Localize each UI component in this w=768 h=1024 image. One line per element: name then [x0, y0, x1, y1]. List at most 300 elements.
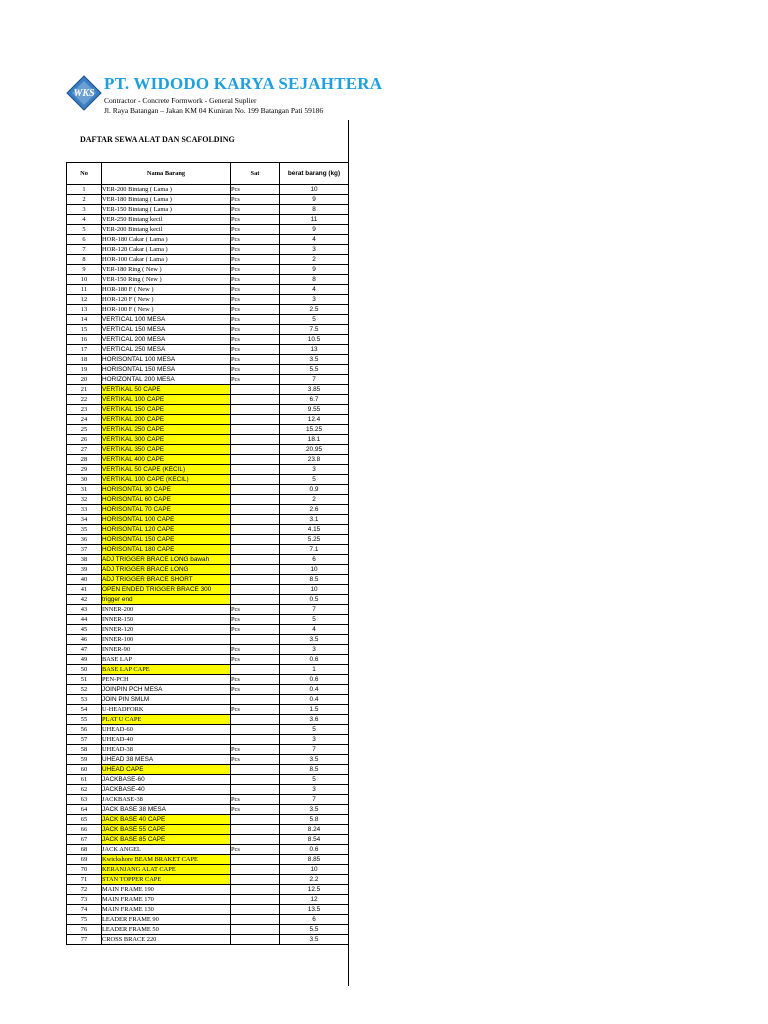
table-row [67, 805, 349, 815]
item-name: JACK BASE 85 CAPE [102, 835, 231, 845]
item-unit [231, 895, 280, 905]
table-row [67, 235, 349, 245]
item-weight: 12.5 [280, 885, 349, 895]
item-unit [231, 495, 280, 505]
item-name: HOR-100 Cakar ( Lama ) [102, 255, 231, 265]
row-number: 14 [67, 315, 102, 325]
row-number: 51 [67, 675, 102, 685]
table-row [67, 705, 349, 715]
item-name: UHEAD 38 MESA [102, 755, 231, 765]
item-unit: Pcs [231, 615, 280, 625]
item-weight: 10 [280, 185, 349, 195]
row-number: 59 [67, 755, 102, 765]
table-row [67, 225, 349, 235]
item-name: HOR-120 F ( New ) [102, 295, 231, 305]
item-weight: 10 [280, 565, 349, 575]
table-row [67, 485, 349, 495]
row-number: 75 [67, 915, 102, 925]
row-number: 19 [67, 365, 102, 375]
table-row [67, 495, 349, 505]
item-weight: 18.1 [280, 435, 349, 445]
table-row [67, 725, 349, 735]
item-name: MAIN FRAME 130 [102, 905, 231, 915]
item-unit: Pcs [231, 675, 280, 685]
item-unit [231, 525, 280, 535]
item-unit [231, 535, 280, 545]
table-row [67, 295, 349, 305]
item-weight: 8 [280, 205, 349, 215]
item-name: VERTICAL 200 MESA [102, 335, 231, 345]
item-name: MAIN FRAME 190 [102, 885, 231, 895]
row-number: 32 [67, 495, 102, 505]
item-unit: Pcs [231, 265, 280, 275]
item-unit: Pcs [231, 285, 280, 295]
item-name: INNER-200 [102, 605, 231, 615]
row-number: 3 [67, 205, 102, 215]
item-name: KERANJANG ALAT CAPE [102, 865, 231, 875]
item-name: MAIN FRAME 170 [102, 895, 231, 905]
item-unit [231, 565, 280, 575]
item-name: HORIZONTAL 200 MESA [102, 375, 231, 385]
item-unit [231, 695, 280, 705]
row-number: 71 [67, 875, 102, 885]
column-header-item-name: Nama Barang [102, 163, 231, 185]
company-tagline: Contractor - Concrete Formwork - General Suplier [104, 96, 257, 105]
item-unit: Pcs [231, 345, 280, 355]
row-number: 29 [67, 465, 102, 475]
item-name: STAN TOPPER CAPE [102, 875, 231, 885]
item-unit [231, 825, 280, 835]
table-row [67, 505, 349, 515]
table-row [67, 795, 349, 805]
table-row [67, 825, 349, 835]
item-unit [231, 545, 280, 555]
item-name: HOR-120 Cakar ( Lama ) [102, 245, 231, 255]
item-weight: 0.9 [280, 485, 349, 495]
item-name: INNER-150 [102, 615, 231, 625]
table-row [67, 735, 349, 745]
table-row [67, 925, 349, 935]
item-name: trigger end [102, 595, 231, 605]
item-unit [231, 385, 280, 395]
item-unit [231, 875, 280, 885]
item-weight: 9.55 [280, 405, 349, 415]
table-row [67, 525, 349, 535]
table-row [67, 785, 349, 795]
table-row [67, 915, 349, 925]
item-unit: Pcs [231, 295, 280, 305]
table-row [67, 245, 349, 255]
row-number: 50 [67, 665, 102, 675]
item-unit: Pcs [231, 375, 280, 385]
item-unit [231, 865, 280, 875]
item-weight: 6 [280, 555, 349, 565]
table-row [67, 775, 349, 785]
item-weight: 12 [280, 895, 349, 905]
item-name: UHEAD-38 [102, 745, 231, 755]
item-unit [231, 815, 280, 825]
table-row [67, 685, 349, 695]
row-number: 16 [67, 335, 102, 345]
item-unit [231, 445, 280, 455]
row-number: 68 [67, 845, 102, 855]
item-name: HORISONTAL 100 CAPE [102, 515, 231, 525]
item-weight: 13 [280, 345, 349, 355]
row-number: 10 [67, 275, 102, 285]
item-unit [231, 575, 280, 585]
item-unit: Pcs [231, 275, 280, 285]
item-unit: Pcs [231, 365, 280, 375]
item-unit: Pcs [231, 795, 280, 805]
item-name: VERTICAL 150 MESA [102, 325, 231, 335]
row-number: 38 [67, 555, 102, 565]
item-name: VERTIKAL 50 CAPE [102, 385, 231, 395]
item-name: VERTIKAL 100 CAPE [102, 395, 231, 405]
item-name: ADJ TRIGGER BRACE LONG bawah [102, 555, 231, 565]
table-row [67, 255, 349, 265]
item-weight: 7.1 [280, 545, 349, 555]
table-row [67, 625, 349, 635]
item-weight: 20.95 [280, 445, 349, 455]
item-weight: 3 [280, 785, 349, 795]
table-row [67, 395, 349, 405]
item-weight: 2.6 [280, 505, 349, 515]
item-unit: Pcs [231, 205, 280, 215]
row-number: 33 [67, 505, 102, 515]
item-weight: 3 [280, 735, 349, 745]
item-weight: 5 [280, 315, 349, 325]
item-name: HORISONTAL 150 MESA [102, 365, 231, 375]
item-unit [231, 935, 280, 945]
item-unit: Pcs [231, 245, 280, 255]
item-weight: 5.25 [280, 535, 349, 545]
wks-logo-icon [66, 75, 102, 111]
row-number: 54 [67, 705, 102, 715]
item-name: VERTIKAL 250 CAPE [102, 425, 231, 435]
row-number: 4 [67, 215, 102, 225]
row-number: 42 [67, 595, 102, 605]
item-weight: 1.5 [280, 705, 349, 715]
item-name: INNER-120 [102, 625, 231, 635]
item-unit [231, 835, 280, 845]
item-unit: Pcs [231, 305, 280, 315]
table-row [67, 425, 349, 435]
table-row [67, 575, 349, 585]
row-number: 41 [67, 585, 102, 595]
item-weight: 2.5 [280, 305, 349, 315]
table-row [67, 815, 349, 825]
item-weight: 2 [280, 255, 349, 265]
row-number: 65 [67, 815, 102, 825]
item-unit [231, 505, 280, 515]
row-number: 47 [67, 645, 102, 655]
item-name: VERTIKAL 400 CAPE [102, 455, 231, 465]
table-body [67, 185, 349, 945]
item-weight: 3 [280, 465, 349, 475]
table-row [67, 275, 349, 285]
item-name: HORISONTAL 70 CAPE [102, 505, 231, 515]
row-number: 15 [67, 325, 102, 335]
item-unit: Pcs [231, 255, 280, 265]
row-number: 18 [67, 355, 102, 365]
item-name: CROSS BRACE 220 [102, 935, 231, 945]
item-name: VERTIKAL 150 CAPE [102, 405, 231, 415]
table-row [67, 205, 349, 215]
row-number: 21 [67, 385, 102, 395]
row-number: 62 [67, 785, 102, 795]
item-unit [231, 905, 280, 915]
item-unit [231, 425, 280, 435]
row-number: 49 [67, 655, 102, 665]
row-number: 63 [67, 795, 102, 805]
row-number: 67 [67, 835, 102, 845]
item-weight: 9 [280, 195, 349, 205]
item-name: UHEAD-40 [102, 735, 231, 745]
table-row [67, 865, 349, 875]
item-unit [231, 455, 280, 465]
item-weight: 3 [280, 645, 349, 655]
item-name: JACK BASE 55 CAPE [102, 825, 231, 835]
table-row [67, 545, 349, 555]
item-weight: 10.5 [280, 335, 349, 345]
table-row [67, 285, 349, 295]
item-unit: Pcs [231, 755, 280, 765]
table-row [67, 765, 349, 775]
row-number: 70 [67, 865, 102, 875]
item-unit [231, 735, 280, 745]
row-number: 40 [67, 575, 102, 585]
row-number: 25 [67, 425, 102, 435]
table-row [67, 415, 349, 425]
item-name: HORISONTAL 100 MESA [102, 355, 231, 365]
item-unit [231, 465, 280, 475]
item-weight: 2 [280, 495, 349, 505]
row-number: 1 [67, 185, 102, 195]
company-logo [66, 75, 102, 111]
item-name: ADJ TRIGGER BRACE SHORT [102, 575, 231, 585]
table-row [67, 455, 349, 465]
item-unit [231, 515, 280, 525]
item-weight: 6 [280, 915, 349, 925]
item-unit: Pcs [231, 685, 280, 695]
item-weight: 8 [280, 275, 349, 285]
item-weight: 3.5 [280, 755, 349, 765]
table-row [67, 195, 349, 205]
item-unit [231, 715, 280, 725]
table-row [67, 355, 349, 365]
item-unit [231, 585, 280, 595]
item-name: VERTIKAL 300 CAPE [102, 435, 231, 445]
table-row [67, 655, 349, 665]
row-number: 30 [67, 475, 102, 485]
table-row [67, 365, 349, 375]
item-weight: 15.25 [280, 425, 349, 435]
item-weight: 5 [280, 775, 349, 785]
item-weight: 7 [280, 605, 349, 615]
row-number: 2 [67, 195, 102, 205]
item-name: VERTICAL 100 MESA [102, 315, 231, 325]
item-weight: 7 [280, 795, 349, 805]
row-number: 55 [67, 715, 102, 725]
item-unit: Pcs [231, 185, 280, 195]
item-name: JACKBASE-38 [102, 795, 231, 805]
item-weight: 5.8 [280, 815, 349, 825]
row-number: 35 [67, 525, 102, 535]
item-unit: Pcs [231, 315, 280, 325]
item-unit [231, 725, 280, 735]
table-row [67, 755, 349, 765]
table-row [67, 215, 349, 225]
row-number: 37 [67, 545, 102, 555]
item-unit: Pcs [231, 235, 280, 245]
item-weight: 3.5 [280, 635, 349, 645]
row-number: 12 [67, 295, 102, 305]
table-row [67, 845, 349, 855]
item-name: HORISONTAL 120 CAPE [102, 525, 231, 535]
item-weight: 8.85 [280, 855, 349, 865]
row-number: 36 [67, 535, 102, 545]
company-address: Jl. Raya Batangan – Jakan KM 04 Kuniran No. 199 Batangan Pati 59186 [104, 106, 324, 115]
row-number: 56 [67, 725, 102, 735]
item-unit [231, 925, 280, 935]
item-weight: 0.5 [280, 595, 349, 605]
item-weight: 8.5 [280, 575, 349, 585]
item-weight: 13.5 [280, 905, 349, 915]
row-number: 7 [67, 245, 102, 255]
item-name: BASE LAP [102, 655, 231, 665]
column-header-no: No [67, 163, 102, 185]
item-unit [231, 405, 280, 415]
item-unit: Pcs [231, 845, 280, 855]
item-name: VERTIKAL 200 CAPE [102, 415, 231, 425]
row-number: 13 [67, 305, 102, 315]
row-number: 44 [67, 615, 102, 625]
row-number: 43 [67, 605, 102, 615]
table-row [67, 535, 349, 545]
item-weight: 0.4 [280, 685, 349, 695]
item-weight: 4.15 [280, 525, 349, 535]
item-unit: Pcs [231, 195, 280, 205]
row-number: 6 [67, 235, 102, 245]
item-weight: 5.5 [280, 925, 349, 935]
item-name: INNER-100 [102, 635, 231, 645]
item-unit [231, 555, 280, 565]
table-row [67, 315, 349, 325]
item-weight: 10 [280, 865, 349, 875]
row-number: 64 [67, 805, 102, 815]
table-row [67, 185, 349, 195]
item-name: HOR-180 Cakar ( Lama ) [102, 235, 231, 245]
row-number: 39 [67, 565, 102, 575]
item-name: VER-250 Bintang kecil [102, 215, 231, 225]
item-weight: 0.4 [280, 695, 349, 705]
item-unit: Pcs [231, 225, 280, 235]
row-number: 27 [67, 445, 102, 455]
row-number: 5 [67, 225, 102, 235]
row-number: 69 [67, 855, 102, 865]
table-row [67, 875, 349, 885]
row-number: 8 [67, 255, 102, 265]
table-row [67, 585, 349, 595]
row-number: 24 [67, 415, 102, 425]
item-unit [231, 855, 280, 865]
item-name: LEADER FRAME 90 [102, 915, 231, 925]
row-number: 60 [67, 765, 102, 775]
item-weight: 0.6 [280, 675, 349, 685]
table-row [67, 715, 349, 725]
table-row [67, 465, 349, 475]
item-name: VER-150 Ring ( New ) [102, 275, 231, 285]
item-name: VERTIKAL 350 CAPE [102, 445, 231, 455]
item-unit [231, 435, 280, 445]
item-unit: Pcs [231, 325, 280, 335]
table-row [67, 895, 349, 905]
item-name: VERTIKAL 50 CAPE (KECIL) [102, 465, 231, 475]
row-number: 9 [67, 265, 102, 275]
item-name: VERTICAL 250 MESA [102, 345, 231, 355]
table-row [67, 445, 349, 455]
item-name: JOINPIN PCH MESA [102, 685, 231, 695]
item-name: JACK BASE 40 CAPE [102, 815, 231, 825]
table-row [67, 635, 349, 645]
row-number: 45 [67, 625, 102, 635]
item-name: VER-200 Bintang kecil [102, 225, 231, 235]
table-row [67, 615, 349, 625]
item-weight: 1 [280, 665, 349, 675]
item-weight: 3.5 [280, 355, 349, 365]
item-weight: 9 [280, 265, 349, 275]
item-unit: Pcs [231, 605, 280, 615]
table-header-row [67, 163, 349, 185]
item-name: HORISONTAL 30 CAPE [102, 485, 231, 495]
table-row [67, 345, 349, 355]
row-number: 23 [67, 405, 102, 415]
item-weight: 0.6 [280, 655, 349, 665]
item-weight: 3.6 [280, 715, 349, 725]
item-name: INNER-90 [102, 645, 231, 655]
table-row [67, 885, 349, 895]
row-number: 73 [67, 895, 102, 905]
item-name: VER-180 Bintang ( Lama ) [102, 195, 231, 205]
item-name: U-HEADFORK [102, 705, 231, 715]
item-unit [231, 395, 280, 405]
table-row [67, 695, 349, 705]
item-unit: Pcs [231, 745, 280, 755]
item-name: LEADER FRAME 50 [102, 925, 231, 935]
row-number: 17 [67, 345, 102, 355]
table-row [67, 665, 349, 675]
item-unit: Pcs [231, 625, 280, 635]
table-row [67, 325, 349, 335]
item-weight: 0.6 [280, 845, 349, 855]
table-row [67, 565, 349, 575]
item-weight: 3.5 [280, 935, 349, 945]
item-unit [231, 785, 280, 795]
item-weight: 5 [280, 475, 349, 485]
item-name: HORISONTAL 60 CAPE [102, 495, 231, 505]
item-weight: 5.5 [280, 365, 349, 375]
table-row [67, 475, 349, 485]
item-name: Kwickshore BEAM BRAKET CAPE [102, 855, 231, 865]
item-name: JOIN PIN SMLM [102, 695, 231, 705]
item-name: JACK BASE 38 MESA [102, 805, 231, 815]
item-unit [231, 885, 280, 895]
column-header-weight: berat barang (kg) [280, 163, 349, 185]
item-weight: 11 [280, 215, 349, 225]
item-unit [231, 415, 280, 425]
item-weight: 8.54 [280, 835, 349, 845]
item-weight: 3.85 [280, 385, 349, 395]
